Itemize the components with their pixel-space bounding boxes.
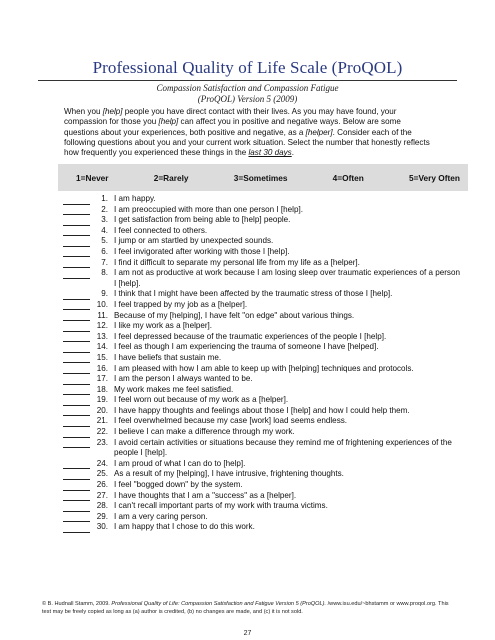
question-text: I jump or am startled by unexpected sounds. [114, 236, 274, 246]
question-number: 5. [101, 236, 108, 246]
question-number: 21. [96, 416, 108, 426]
answer-blank[interactable] [63, 406, 90, 417]
question-number: 14. [96, 342, 108, 352]
question-number: 9. [101, 289, 108, 299]
question-item [63, 416, 463, 427]
subtitle-line-1: Compassion Satisfaction and Compassion Fatigue [156, 83, 339, 93]
question-item [63, 459, 463, 470]
answer-blank[interactable] [63, 311, 90, 322]
question-number: 29. [96, 511, 108, 521]
question-number: 7. [101, 257, 108, 267]
question-item [63, 311, 463, 322]
answer-blank[interactable] [63, 480, 90, 491]
question-item [63, 438, 463, 459]
answer-blank[interactable] [63, 522, 90, 533]
question-item [63, 353, 463, 364]
question-text: As a result of my [helping], I have intrusive, frightening thoughts. [114, 469, 344, 479]
question-item [63, 215, 463, 226]
question-text: I avoid certain activities or situations because they remind me of frightening experiences of the people I [help]. [114, 437, 452, 458]
question-number: 26. [96, 480, 108, 490]
question-item [63, 321, 463, 332]
question-text: I am preoccupied with more than one person I [help]. [114, 204, 303, 214]
question-item [63, 332, 463, 343]
question-text: I feel invigorated after working with those I [help]. [114, 246, 290, 256]
question-text: I am not as productive at work because I am losing sleep over traumatic experiences of a person I [help]. [114, 268, 460, 288]
question-item [63, 385, 463, 396]
answer-blank[interactable] [63, 501, 90, 512]
answer-blank[interactable] [63, 459, 90, 470]
answer-blank[interactable] [63, 268, 90, 279]
question-item [63, 374, 463, 385]
question-text: I believe I can make a difference through my work. [114, 427, 295, 437]
question-number: 27. [96, 490, 108, 500]
question-list [63, 194, 463, 533]
copyright-footer: © B. Hudnall Stamm, 2009. Professional Quality of Life: Compassion Satisfaction and Fatigue Version 5 (ProQOL). /www.isu.edu/~bhstamm or www.proqol.org. This test may be freely copied as long as (a) author is credited, (b) no changes are made, and (c) it is not sold. [42, 601, 449, 615]
question-item [63, 406, 463, 417]
question-text: I have happy thoughts and feelings about those I [help] and how I could help them. [114, 405, 410, 415]
answer-blank[interactable] [63, 226, 90, 237]
question-item [63, 194, 463, 205]
answer-blank[interactable] [63, 342, 90, 353]
question-item [63, 300, 463, 311]
question-text: I feel overwhelmed because my case [work] load seems endless. [114, 416, 348, 426]
answer-blank[interactable] [63, 416, 90, 427]
answer-blank[interactable] [63, 258, 90, 269]
answer-blank[interactable] [63, 247, 90, 258]
question-number: 25. [96, 469, 108, 479]
scale-never: 1=Never [76, 172, 109, 183]
question-text: I am happy that I chose to do this work. [114, 522, 255, 532]
title-rule [38, 80, 457, 81]
question-number: 22. [96, 427, 108, 437]
question-text: I feel "bogged down" by the system. [114, 480, 243, 490]
question-number: 1. [101, 194, 108, 203]
question-item [63, 236, 463, 247]
question-text: I have thoughts that I am a "success" as a [helper]. [114, 490, 297, 500]
question-text: I am happy. [114, 194, 156, 203]
page-title: Professional Quality of Life Scale (ProQOL) [92, 58, 403, 77]
rating-scale-bar [58, 164, 468, 191]
scale-very-often: 5=Very Often [408, 172, 460, 183]
page-number: 27 [243, 630, 252, 637]
answer-blank[interactable] [63, 321, 90, 332]
answer-blank[interactable] [63, 512, 90, 523]
question-item [63, 289, 463, 300]
question-number: 8. [101, 268, 108, 278]
question-text: I have beliefs that sustain me. [114, 352, 222, 362]
question-text: I think that I might have been affected by the traumatic stress of those I [help]. [114, 289, 393, 299]
instructions-paragraph: When you [help] people you have direct contact with their lives. As you may have found, your compassion for those you [help] can affect you in positive and negative ways. Below are some questions about your experiences, both positive and negative, as a [helper]. Consider each of the following questions about you and your current work situation. Select the number that honestly reflects how frequently you experienced these things in the last 30 days. [64, 107, 430, 158]
answer-blank[interactable] [63, 353, 90, 364]
question-text: I feel as though I am experiencing the trauma of someone I have [helped]. [114, 342, 379, 352]
question-item [63, 512, 463, 523]
question-number: 13. [96, 331, 108, 341]
answer-blank[interactable] [63, 395, 90, 406]
question-text: I feel trapped by my job as a [helper]. [114, 299, 248, 309]
answer-blank[interactable] [63, 491, 90, 502]
question-text: I am proud of what I can do to [help]. [114, 458, 246, 468]
question-number: 18. [96, 384, 108, 394]
question-item [63, 491, 463, 502]
answer-blank[interactable] [63, 236, 90, 247]
question-number: 3. [101, 215, 108, 225]
question-text: I feel worn out because of my work as a [helper]. [114, 395, 289, 405]
answer-blank[interactable] [63, 205, 90, 216]
question-item [63, 480, 463, 491]
question-number: 11. [97, 310, 108, 320]
answer-blank[interactable] [63, 194, 90, 205]
question-item [63, 501, 463, 512]
question-number: 19. [96, 395, 108, 405]
answer-blank[interactable] [63, 427, 90, 438]
scale-often: 4=Often [332, 172, 364, 183]
question-text: I am a very caring person. [114, 511, 208, 521]
question-number: 24. [96, 458, 108, 468]
question-item [63, 395, 463, 406]
question-text: Because of my [helping], I have felt "on edge" about various things. [114, 310, 355, 320]
question-item [63, 522, 463, 533]
question-item [63, 427, 463, 438]
question-text: I feel depressed because of the traumatic experiences of the people I [help]. [114, 331, 387, 341]
answer-blank[interactable] [63, 332, 90, 343]
question-item [63, 258, 463, 269]
question-item [63, 364, 463, 375]
answer-blank[interactable] [63, 438, 90, 449]
question-item [63, 342, 463, 353]
question-number: 28. [96, 501, 108, 511]
question-text: I can't recall important parts of my work with trauma victims. [114, 501, 328, 511]
question-number: 6. [101, 246, 108, 256]
question-number: 15. [96, 352, 108, 362]
question-number: 23. [96, 437, 108, 447]
answer-blank[interactable] [63, 364, 90, 375]
answer-blank[interactable] [63, 374, 90, 385]
question-text: I like my work as a [helper]. [114, 321, 213, 331]
question-item [63, 247, 463, 258]
question-number: 16. [96, 363, 108, 373]
answer-blank[interactable] [63, 469, 90, 480]
question-text: I am the person I always wanted to be. [114, 374, 253, 384]
question-text: I am pleased with how I am able to keep up with [helping] techniques and protocols. [114, 363, 414, 373]
scale-rarely: 2=Rarely [153, 172, 189, 183]
question-item [63, 205, 463, 216]
answer-blank[interactable] [63, 385, 90, 396]
question-item [63, 469, 463, 480]
answer-blank[interactable] [63, 300, 90, 311]
question-number: 10. [96, 299, 108, 309]
question-number: 17. [96, 374, 108, 384]
question-item [63, 268, 463, 289]
scale-sometimes: 3=Sometimes [233, 172, 288, 183]
question-number: 30. [96, 522, 108, 532]
subtitle-line-2: (ProQOL) Version 5 (2009) [197, 94, 298, 104]
question-number: 2. [101, 204, 108, 214]
question-number: 4. [101, 225, 108, 235]
answer-blank[interactable] [63, 215, 90, 226]
answer-blank[interactable] [63, 289, 90, 300]
question-text: I feel connected to others. [114, 225, 208, 235]
question-number: 20. [96, 405, 108, 415]
question-text: I find it difficult to separate my personal life from my life as a [helper]. [114, 257, 360, 267]
question-item [63, 226, 463, 237]
question-text: I get satisfaction from being able to [help] people. [114, 215, 291, 225]
question-number: 12. [96, 321, 108, 331]
question-text: My work makes me feel satisfied. [114, 384, 234, 394]
